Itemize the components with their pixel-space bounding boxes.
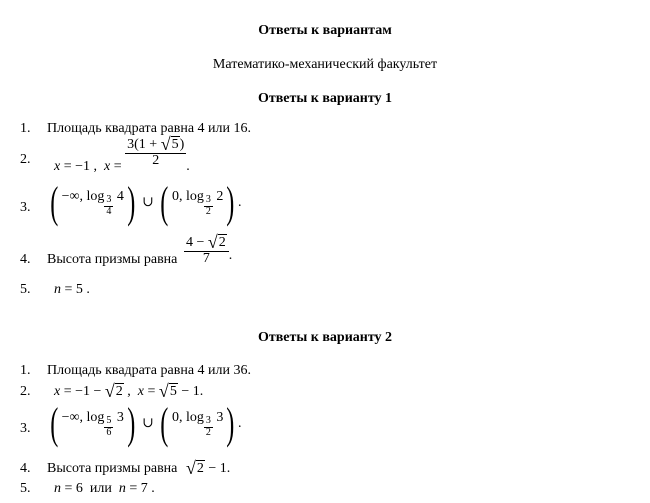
v2-item-4-formula: √2 − 1.	[186, 458, 231, 478]
v2-item-3-formula: ( −∞, log $\frac{5}{6}$ 3) ∪ ( 0, log $\frac{3}{2}$ 3) .	[50, 399, 242, 448]
v1-item-5-formula: n = 5 .	[54, 282, 90, 297]
v1-item-5-number: 5.	[20, 282, 31, 297]
v2-item-1-number: 1.	[20, 363, 31, 378]
v2-item-1-text: Площадь квадрата равна 4 или 36.	[47, 363, 252, 378]
v2-item-4-text: Высота призмы равна	[47, 461, 178, 476]
v2-item-2-formula: x = −1 − √2 , x = √5 − 1.	[54, 381, 204, 401]
page-title: Ответы к вариантам	[258, 23, 392, 38]
v1-item-1-text: Площадь квадрата равна 4 или 16.	[47, 121, 252, 136]
v1-item-4-number: 4.	[20, 252, 31, 267]
v1-item-1-number: 1.	[20, 121, 31, 136]
v1-item-4-formula: $\frac{4 - √2}{7}$ .	[186, 232, 233, 266]
v1-item-3-formula: ( −∞, log $\frac{3}{4}$ 4) ∪ ( 0, log $\frac{3}{2}$ 2) .	[50, 178, 242, 227]
v2-item-2-number: 2.	[20, 384, 31, 399]
or-word: или	[89, 481, 112, 496]
v1-item-4-text: Высота призмы равна	[47, 252, 178, 267]
faculty-name: Математико-механический факультет	[212, 57, 438, 72]
v1-item-2-formula: x = −1 , x = $\frac{3(1 + √5)}{2}$ .	[54, 134, 190, 175]
v1-item-3-number: 3.	[20, 200, 31, 215]
v2-item-4-number: 4.	[20, 461, 31, 476]
v2-item-5-formula: n = 6 или n = 7 .	[54, 481, 155, 496]
v1-item-2-number: 2.	[20, 152, 31, 167]
v2-item-5-number: 5.	[20, 481, 31, 496]
variant-2-title: Ответы к варианту 2	[257, 330, 393, 345]
v2-item-3-number: 3.	[20, 421, 31, 436]
variant-1-title: Ответы к варианту 1	[257, 91, 393, 106]
